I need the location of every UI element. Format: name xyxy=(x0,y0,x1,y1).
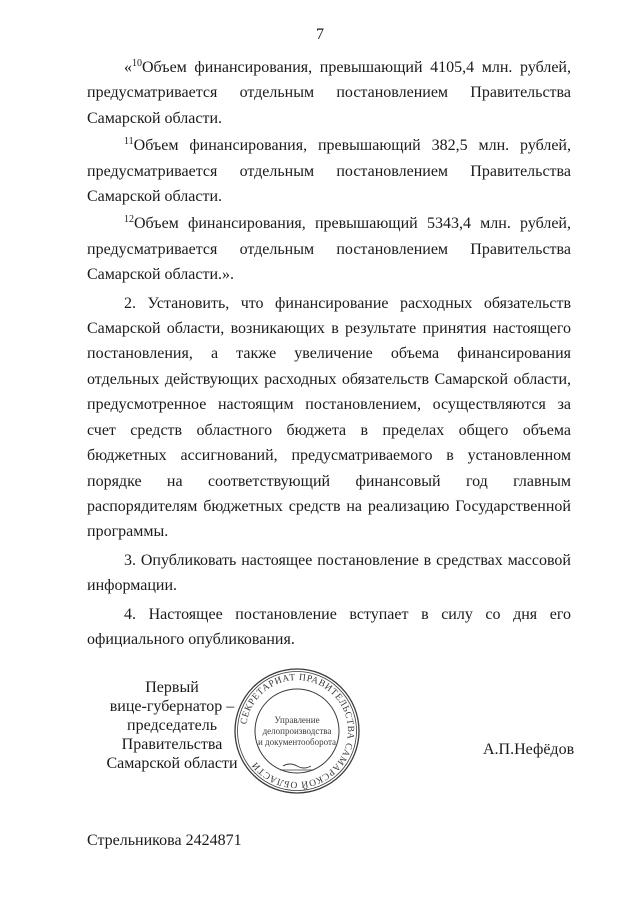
paragraph-text: 4. Настоящее постановление вступает в силу со дня его официального опубликования. xyxy=(87,605,571,648)
clause-2 xyxy=(87,291,571,545)
stamp-center-line1: Управление xyxy=(274,715,320,725)
stamp-emblem-scribble xyxy=(280,764,314,770)
stamp-center-line2: делопроизводства xyxy=(262,726,332,736)
signer-title-line4: Самарской области xyxy=(106,755,238,772)
document-body xyxy=(87,55,571,654)
official-stamp xyxy=(233,667,361,795)
paragraph-text: Объем финансирования, превышающий 4105,4 млн. рублей, предусматривается отдельным постановлением Правительства Самарской области. xyxy=(87,59,571,127)
footnote-paragraph-11 xyxy=(87,133,571,209)
footnote-paragraph-12 xyxy=(87,211,571,287)
clause-4 xyxy=(87,602,571,653)
signer-title-line1: Первый xyxy=(145,679,199,696)
signer-title-line2: вице-губернатор – xyxy=(109,698,235,715)
paragraph-text: Объем финансирования, превышающий 382,5 млн. рублей, предусматривается отдельным постановлением Правительства Самарской области. xyxy=(87,137,571,206)
stamp-ring-text: СЕКРЕТАРИАТ ПРАВИТЕЛЬСТВА САМАРСКОЙ ОБЛАСТИ xyxy=(239,672,356,790)
signer-name: А.П.Нефёдов xyxy=(483,741,575,758)
footnote-marker: 10 xyxy=(132,58,142,69)
paragraph-text: 2. Установить, что финансирование расходных обязательств Самарской области, возникающих в результате принятия настоящего постановления, а также увеличение объема финансирования отдельных действующих расходных обязательств Самарской области, предусмотренное настоящим постановлением, осуществляются за счет средств областного бюджета в пределах общего объема бюджетных ассигнований, предусматриваемого в установленном порядке на соответствующий финансовый год главным распорядителям бюджетных средств на реализацию Государственной программы. xyxy=(87,294,571,541)
paragraph-prefix: « xyxy=(124,59,132,76)
paragraph-text: Объем финансирования, превышающий 5343,4 млн. рублей, предусматривается отдельным постановлением Правительства Самарской области.». xyxy=(87,215,571,284)
stamp-center-line3: и документооборота xyxy=(257,737,337,747)
page-number: 7 xyxy=(316,26,324,43)
signer-title-line3: председатель Правительства xyxy=(121,717,223,753)
footnote-marker: 11 xyxy=(124,136,134,148)
clause-3 xyxy=(87,548,571,599)
executor-contact: Стрельникова 2424871 xyxy=(87,832,242,849)
footnote-paragraph-10 xyxy=(87,55,571,131)
footnote-marker: 12 xyxy=(124,214,134,226)
paragraph-text: 3. Опубликовать настоящее постановление в средствах массовой информации. xyxy=(87,551,571,595)
